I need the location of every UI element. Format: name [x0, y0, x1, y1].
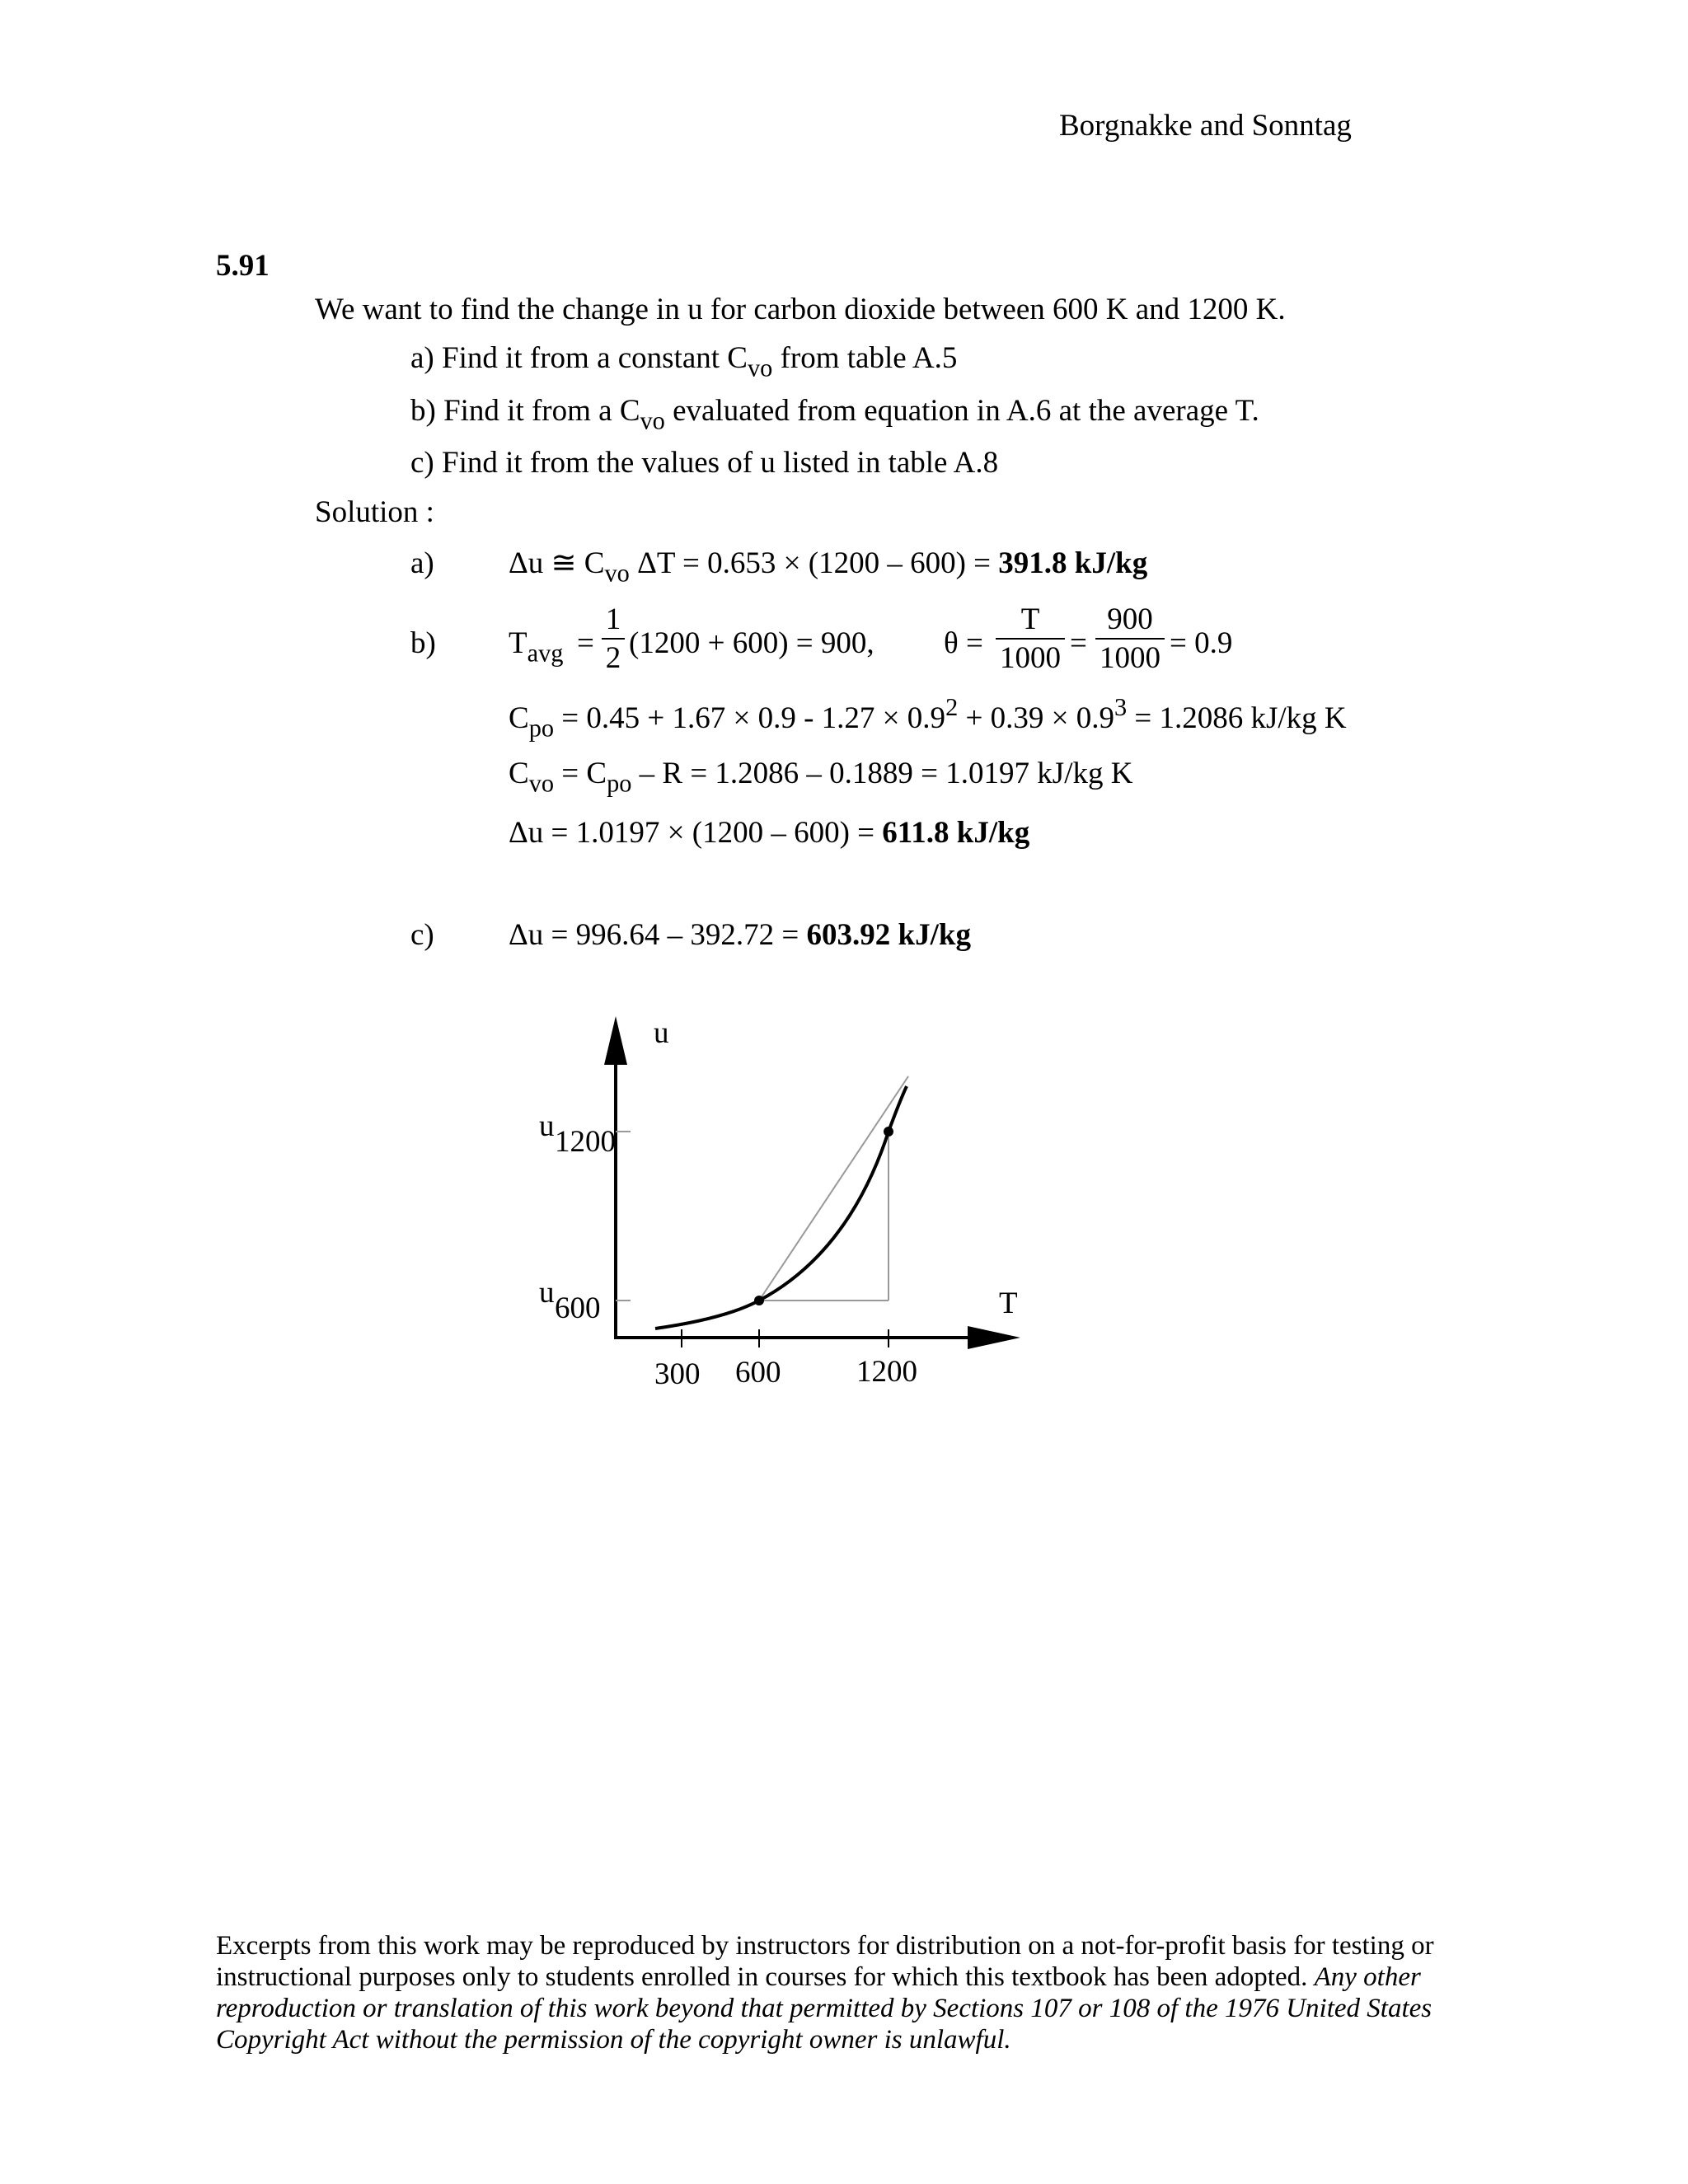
solution-b-du: Δu = 1.0197 × (1200 – 600) = 611.8 kJ/kg [509, 816, 1030, 850]
x-axis-label: T [999, 1286, 1018, 1320]
header-authors: Borgnakke and Sonntag [1059, 109, 1352, 143]
fraction-denominator: 2 [602, 638, 625, 673]
problem-part-c: c) Find it from the values of u listed in table A.8 [410, 446, 999, 480]
x-tick-label-300: 300 [654, 1357, 701, 1391]
solution-b-tavg: $T_{avg}$ [509, 626, 564, 668]
point-600 [754, 1296, 764, 1305]
problem-part-b: b) Find it from a $C_{vo}$ evaluated from equation in A.6 at the average T. [410, 394, 1259, 435]
solution-b-theta-eq: = [1070, 626, 1087, 660]
solution-b-theta: θ = [944, 626, 983, 660]
solution-label-c: c) [410, 918, 434, 952]
solution-c-equation: Δu = 996.64 – 392.72 = 603.92 kJ/kg [509, 918, 971, 952]
u-curve [655, 1086, 907, 1329]
y-axis-label: u [654, 1016, 669, 1050]
solution-b-cvo: $C_{vo} = C_{po} - R = 1.2086 - 0.1889 = 1.0197$ kJ/kg K [509, 757, 1133, 798]
solution-label-b: b) [410, 626, 436, 660]
solution-b-tavg-eq: = [577, 626, 594, 660]
u600-label-main: u [539, 1276, 555, 1310]
point-1200 [884, 1127, 893, 1137]
fraction-denominator: 1000 [996, 638, 1065, 673]
solution-b-cpo: $C_{po} = 0.45 + 1.67 \times 0.9 - 1.27 \times 0.9^2 + 0.39 \times 0.9^3 = 1.2086$ kJ/kg K [509, 692, 1347, 743]
secant-line [759, 1076, 908, 1301]
u1200-label-sub: 1200 [555, 1125, 616, 1159]
problem-part-a: a) Find it from a constant $C_{vo}$ from table A.5 [410, 341, 958, 382]
y-axis-arrowhead [604, 1016, 627, 1065]
fraction-numerator: 1 [605, 602, 621, 636]
fraction-denominator: 1000 [1095, 638, 1165, 673]
footer-italic-text: Any other reproduction or translation of this work beyond that permitted by Sections 107 or 108 of the 1976 United States Copyright Act without the permission of the copyright owner is unlawful. [216, 1961, 1432, 2055]
fraction-numerator: T [1020, 602, 1040, 636]
solution-label-a: a) [410, 546, 434, 580]
solution-a-equation: Δu ≅ $C_{vo}$ ΔT = 0.653 × (1200 – 600) = 391.8 kJ/kg [509, 546, 1148, 588]
x-tick-label-600: 600 [735, 1356, 781, 1390]
x-axis-arrowhead [968, 1326, 1020, 1349]
footer-normal-text: Excerpts from this work may be reproduced by instructors for distribution on a not-for-profit basis for testing or instructional purposes only to students enrolled in courses for which this textbook has been adopted. [216, 1931, 1434, 1992]
x-tick-label-1200: 1200 [856, 1355, 917, 1389]
solution-b-tavg-rest: (1200 + 600) = 900, [629, 626, 874, 660]
solution-b-theta-result: = 0.9 [1170, 626, 1233, 660]
u600-label-sub: 600 [555, 1291, 601, 1325]
copyright-footer [216, 1931, 1485, 2056]
problem-number: 5.91 [216, 249, 270, 283]
fraction-numerator: 900 [1107, 602, 1153, 636]
solution-heading: Solution : [315, 495, 434, 529]
u1200-label-main: u [539, 1109, 555, 1143]
problem-intro: We want to find the change in u for carbon dioxide between 600 K and 1200 K. [315, 293, 1286, 326]
